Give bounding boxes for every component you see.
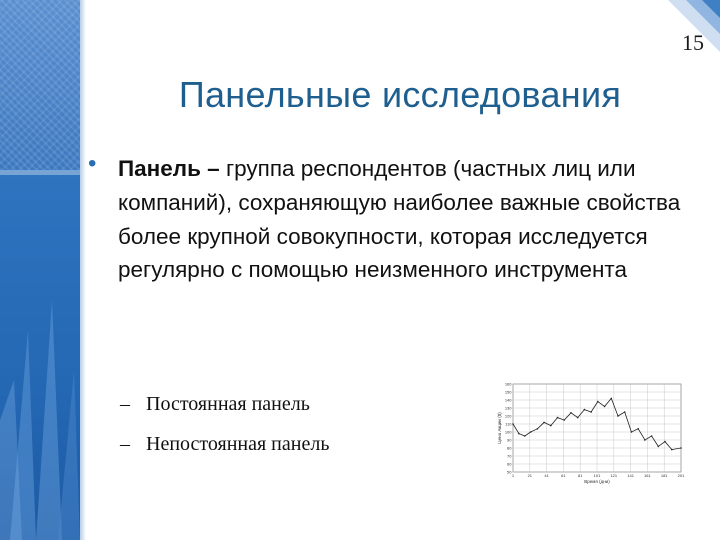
y-tick-label: 80 (507, 445, 512, 451)
data-point (658, 446, 660, 448)
y-tick-label: 90 (507, 437, 512, 443)
y-tick-label: 130 (504, 405, 512, 411)
data-point (617, 415, 619, 417)
data-point (530, 431, 532, 433)
x-axis-label: Время (дни) (584, 479, 610, 484)
data-point (664, 441, 666, 443)
x-tick-label: 101 (593, 473, 601, 478)
data-point (557, 417, 559, 419)
x-tick-label: 201 (677, 473, 685, 478)
bullet-paragraph (118, 152, 688, 287)
bullet-term: Панель – (118, 156, 220, 181)
data-point (671, 449, 673, 451)
data-point (584, 409, 586, 411)
y-tick-label: 160 (504, 381, 512, 387)
y-tick-label: 50 (507, 469, 512, 475)
y-tick-label: 70 (507, 453, 512, 459)
data-point (518, 433, 520, 435)
bullet-definition: группа респондентов (частных лиц или компаний), сохраняющую наиболее важные свойства более крупной совокупности, которая исследуется регулярно с помощью неизменного инструмента (118, 156, 681, 283)
sidebar-shapes (0, 0, 80, 540)
x-tick-label: 141 (627, 473, 634, 478)
data-point (637, 428, 639, 430)
slide-title: Панельные исследования (178, 74, 622, 115)
sidebar-decoration (0, 0, 80, 540)
x-tick-label: 181 (660, 473, 668, 478)
x-tick-label: 1 (511, 473, 515, 478)
stock-price-chart (495, 380, 685, 485)
y-tick-label: 60 (507, 461, 512, 467)
data-point (563, 419, 565, 421)
data-point (550, 425, 552, 427)
sub-item-label: Непостоянная панель (146, 433, 330, 455)
data-point (570, 412, 572, 414)
data-point (610, 398, 612, 400)
x-tick-label: 41 (544, 473, 549, 478)
y-tick-label: 120 (504, 413, 512, 419)
x-tick-label: 21 (527, 473, 533, 478)
y-tick-label: 150 (504, 389, 512, 395)
data-point (644, 439, 646, 441)
sub-item (120, 433, 329, 456)
y-tick-label: 110 (505, 421, 512, 427)
data-point (597, 401, 599, 403)
bullet-icon: • (88, 150, 97, 177)
data-point (537, 428, 539, 430)
x-tick-label: 81 (577, 473, 583, 478)
x-tick-label: 121 (610, 473, 618, 478)
data-point (577, 417, 579, 419)
sub-item (120, 393, 310, 416)
data-point (524, 435, 526, 437)
data-point (543, 422, 545, 424)
y-tick-label: 140 (504, 397, 512, 403)
data-point (590, 411, 592, 413)
dash-icon: – (120, 433, 130, 455)
data-point (680, 447, 682, 449)
y-axis-label: Цена Акции ($) (497, 412, 502, 444)
dash-icon: – (120, 393, 130, 415)
sub-item-label: Постоянная панель (146, 393, 310, 415)
data-point (651, 435, 653, 437)
slide-number: 15 (682, 30, 704, 55)
data-point (604, 406, 606, 408)
x-tick-label: 61 (561, 473, 566, 478)
y-tick-label: 100 (504, 429, 512, 435)
data-point (512, 423, 514, 425)
sidebar-edge (80, 0, 86, 540)
x-tick-label: 161 (644, 473, 651, 478)
data-point (631, 431, 633, 433)
data-point (624, 411, 626, 413)
